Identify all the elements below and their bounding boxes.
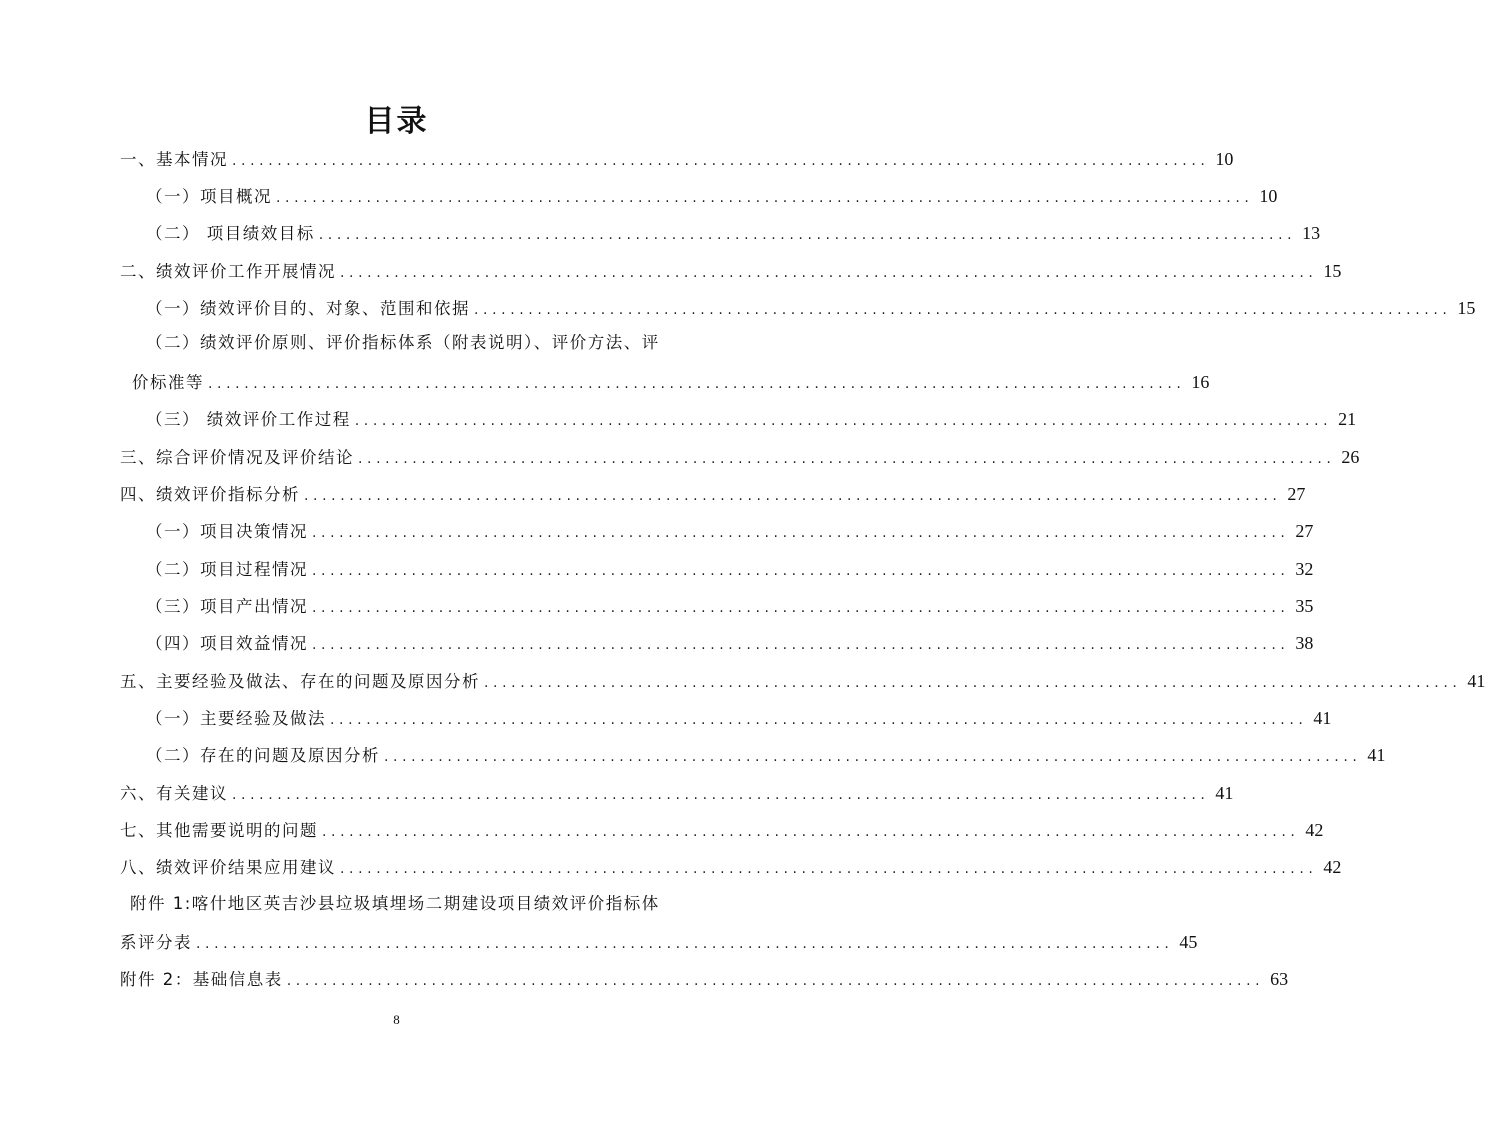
toc-entry-page: 10 [1215, 149, 1234, 169]
toc-entry[interactable] [146, 518, 1314, 542]
toc-leader-dots: ............................................................................................................ [318, 227, 1297, 243]
toc-entry-label: （三）项目产出情况 [146, 597, 308, 616]
toc-leader-dots: ............................................................................................................ [312, 600, 1290, 616]
toc-leader-dots: ............................................................................................................ [196, 936, 1174, 952]
toc-entry[interactable] [120, 817, 1324, 841]
toc-entry[interactable] [120, 966, 1289, 990]
toc-leader-dots: ............................................................................................................ [340, 861, 1318, 877]
toc-entry-page: 27 [1295, 521, 1314, 541]
toc-entry-label: 一、基本情况 [120, 150, 228, 169]
toc-entry-label: 价标准等 [132, 373, 204, 392]
toc-leader-dots: ............................................................................................................ [474, 302, 1452, 318]
toc-entry-label: 三、综合评价情况及评价结论 [120, 448, 354, 467]
toc-entry-label: （二） 项目绩效目标 [146, 224, 315, 243]
toc-entry[interactable] [146, 183, 1278, 207]
toc-leader-dots: ............................................................................................................ [208, 376, 1186, 392]
toc-entry[interactable] [146, 295, 1476, 319]
toc-entry[interactable] [120, 780, 1234, 804]
toc-entry-page: 13 [1302, 223, 1321, 243]
toc-entry-page: 26 [1341, 447, 1360, 467]
toc-entry[interactable] [120, 929, 1198, 953]
toc-entry-page: 16 [1191, 372, 1210, 392]
toc-leader-dots: ............................................................................................................ [322, 824, 1300, 840]
toc-entry[interactable] [120, 146, 1234, 170]
toc-entry-page: 41 [1367, 745, 1386, 765]
toc-entry-label: （四）项目效益情况 [146, 634, 308, 653]
toc-leader-dots: ............................................................................................................ [484, 675, 1462, 691]
toc-entry[interactable] [120, 668, 1485, 692]
toc-entry-page: 63 [1270, 969, 1289, 989]
toc-leader-dots: ............................................................................................................ [304, 488, 1282, 504]
toc-leader-dots: ............................................................................................................ [354, 413, 1333, 429]
toc-entry-label: 附件 2：基础信息表 [120, 970, 283, 989]
toc-entry-label: （一）绩效评价目的、对象、范围和依据 [146, 299, 470, 318]
toc-entry-wrapped-line[interactable]: （二）绩效评价原则、评价指标体系（附表说明）、评价方法、评 [146, 333, 660, 352]
toc-leader-dots: ............................................................................................................ [286, 973, 1265, 989]
page-title: 目录 [364, 104, 429, 139]
toc-entry-page: 42 [1323, 857, 1342, 877]
toc-entry[interactable] [120, 481, 1306, 505]
toc-leader-dots: ............................................................................................................ [312, 563, 1290, 579]
toc-leader-dots: ............................................................................................................ [384, 749, 1362, 765]
toc-entry-page: 41 [1215, 783, 1234, 803]
toc-entry-page: 35 [1295, 596, 1314, 616]
toc-leader-dots: ............................................................................................................ [340, 265, 1318, 281]
toc-entry-wrapped-line[interactable]: 附件 1:喀什地区英吉沙县垃圾填埋场二期建设项目绩效评价指标体 [130, 894, 660, 913]
toc-entry[interactable] [120, 444, 1360, 468]
toc-entry[interactable] [146, 630, 1314, 654]
toc-entry-label: （二）存在的问题及原因分析 [146, 746, 380, 765]
toc-entry[interactable] [146, 220, 1321, 244]
toc-entry-page: 21 [1338, 409, 1357, 429]
toc-entry-label: （一）项目概况 [146, 187, 272, 206]
toc-entry-page: 42 [1305, 820, 1324, 840]
toc-entry-label: 二、绩效评价工作开展情况 [120, 262, 336, 281]
toc-entry-label: （二）项目过程情况 [146, 560, 308, 579]
toc-entry-page: 10 [1259, 186, 1278, 206]
toc-leader-dots: ............................................................................................................ [330, 712, 1308, 728]
toc-entry-label: 四、绩效评价指标分析 [120, 485, 300, 504]
toc-entry[interactable] [146, 556, 1314, 580]
toc-entry-label: 系评分表 [120, 933, 192, 952]
toc-entry-page: 32 [1295, 559, 1314, 579]
toc-entry-page: 41 [1313, 708, 1332, 728]
toc-leader-dots: ............................................................................................................ [312, 637, 1290, 653]
toc-entry-label: 七、其他需要说明的问题 [120, 821, 318, 840]
toc-entry[interactable] [120, 258, 1342, 282]
toc-entry-label: （一）项目决策情况 [146, 522, 308, 541]
toc-entry-label: 五、主要经验及做法、存在的问题及原因分析 [120, 672, 480, 691]
toc-entry-page: 41 [1467, 671, 1485, 691]
toc-entry[interactable] [146, 742, 1386, 766]
toc-entry[interactable] [146, 593, 1314, 617]
toc-leader-dots: ............................................................................................................ [358, 451, 1336, 467]
toc-entry-page: 15 [1457, 298, 1476, 318]
toc-entry[interactable] [120, 854, 1342, 878]
toc-entry-label: （一）主要经验及做法 [146, 709, 326, 728]
toc-entry-label: 六、有关建议 [120, 784, 228, 803]
toc-entry[interactable] [132, 369, 1210, 393]
toc-leader-dots: ............................................................................................................ [276, 190, 1254, 206]
toc-entry-page: 15 [1323, 261, 1342, 281]
toc-entry-label: 八、绩效评价结果应用建议 [120, 858, 336, 877]
toc-leader-dots: ............................................................................................................ [232, 153, 1210, 169]
page-footer-number: 8 [393, 1012, 400, 1027]
toc-entry-label: （三） 绩效评价工作过程 [146, 410, 351, 429]
toc-entry[interactable] [146, 705, 1332, 729]
toc-entry-page: 45 [1179, 932, 1198, 952]
toc-entry-page: 27 [1287, 484, 1306, 504]
toc-leader-dots: ............................................................................................................ [312, 525, 1290, 541]
toc-leader-dots: ............................................................................................................ [232, 787, 1210, 803]
toc-entry[interactable] [146, 406, 1357, 430]
toc-entry-page: 38 [1295, 633, 1314, 653]
